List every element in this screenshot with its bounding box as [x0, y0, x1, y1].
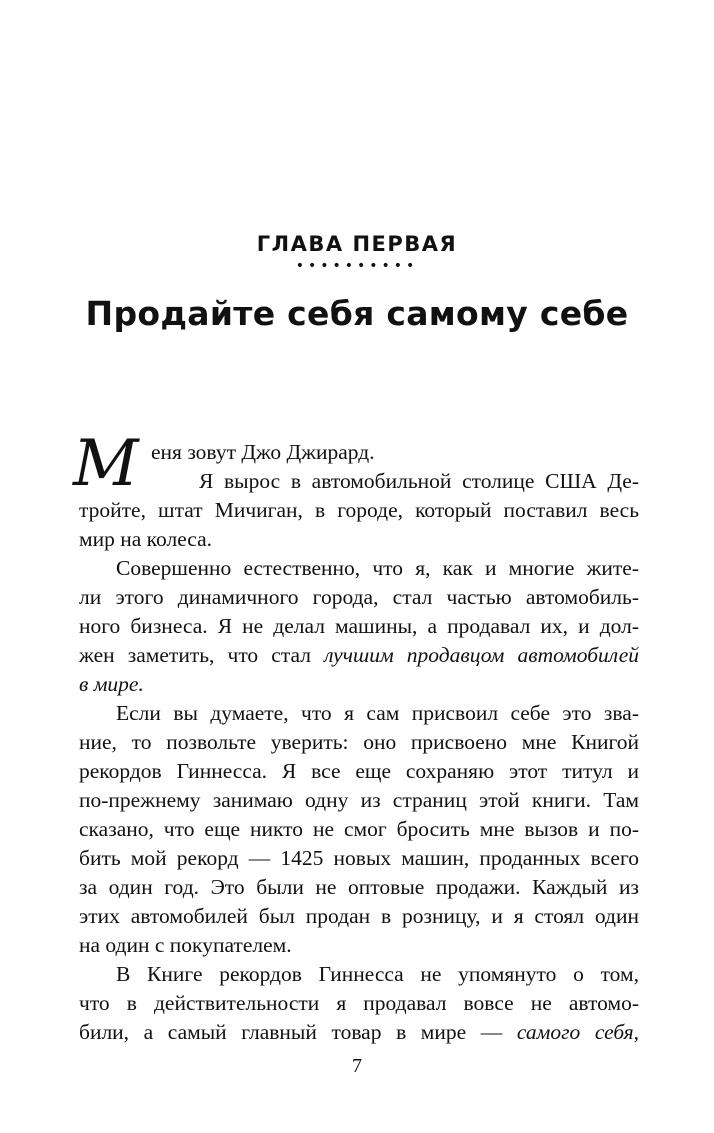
text-line: за один год. Это были не оптовые продажи. Каждый из: [79, 875, 639, 899]
text-fragment: жен заметить, что стал: [79, 643, 311, 667]
text-fragment: ,: [633, 1020, 639, 1044]
text-line: [79, 1018, 639, 1047]
paragraph-1: [73, 427, 639, 554]
page-number: 7: [352, 1055, 362, 1077]
text-line: по-прежнему занимаю одну из страниц этой книги. Там: [79, 788, 639, 812]
emphasis-text: лучшим продавцом автомобилей: [324, 643, 639, 667]
chapter-label: ГЛАВА ПЕРВАЯ: [256, 232, 458, 256]
paragraph-2: [79, 554, 639, 699]
text-fragment: [517, 1020, 639, 1044]
text-line: Совершенно естественно, что я, как и многие жите-: [116, 556, 639, 580]
emphasis-text: в мире.: [79, 672, 144, 696]
text-line: Я вырос в автомобильной столице США Де-: [199, 469, 639, 493]
drop-cap-letter: M: [73, 427, 139, 501]
text-line: ние, то позвольте уверить: оно присвоено мне Книгой: [79, 730, 639, 754]
text-line: Если вы думаете, что я сам присвоил себе это зва-: [116, 701, 639, 725]
text-line: В Книге рекордов Гиннесса не упомянуто о том,: [116, 962, 639, 986]
text-line: ного бизнеса. Я не делал машины, а продавал их, и дол-: [79, 614, 639, 638]
chapter-title: Продайте себя самому себе: [85, 294, 629, 333]
text-line: ли этого динамичного города, стал частью автомобиль-: [79, 585, 639, 609]
text-line: рекордов Гиннесса. Я все еще сохраняю этот титул и: [79, 759, 639, 783]
text-line: бить мой рекорд — 1425 новых машин, проданных всего: [79, 846, 639, 870]
text-line: [79, 641, 639, 670]
text-line: еня зовут Джо Джирард.: [151, 440, 375, 464]
paragraph-3: [79, 699, 639, 960]
paragraph-4: [79, 960, 639, 1047]
text-line: что в действительности я продавал вовсе не автомо-: [79, 991, 639, 1015]
emphasis-text: самого себя: [516, 1020, 634, 1044]
chapter-ornament: ••••••••••: [295, 258, 419, 274]
text-line: этих автомобилей был продан в розницу, и я стоял один: [79, 904, 639, 928]
text-line: тройте, штат Мичиган, в городе, который поставил весь: [79, 498, 639, 522]
text-line: на один с покупателем.: [79, 933, 292, 957]
text-line: мир на колеса.: [79, 527, 213, 551]
text-line: сказано, что еще никто не смог бросить мне вызов и по-: [79, 817, 639, 841]
text-fragment: били, а самый главный товар в мире —: [79, 1020, 503, 1044]
text-line: [79, 670, 639, 699]
chapter-body: [73, 427, 639, 1047]
